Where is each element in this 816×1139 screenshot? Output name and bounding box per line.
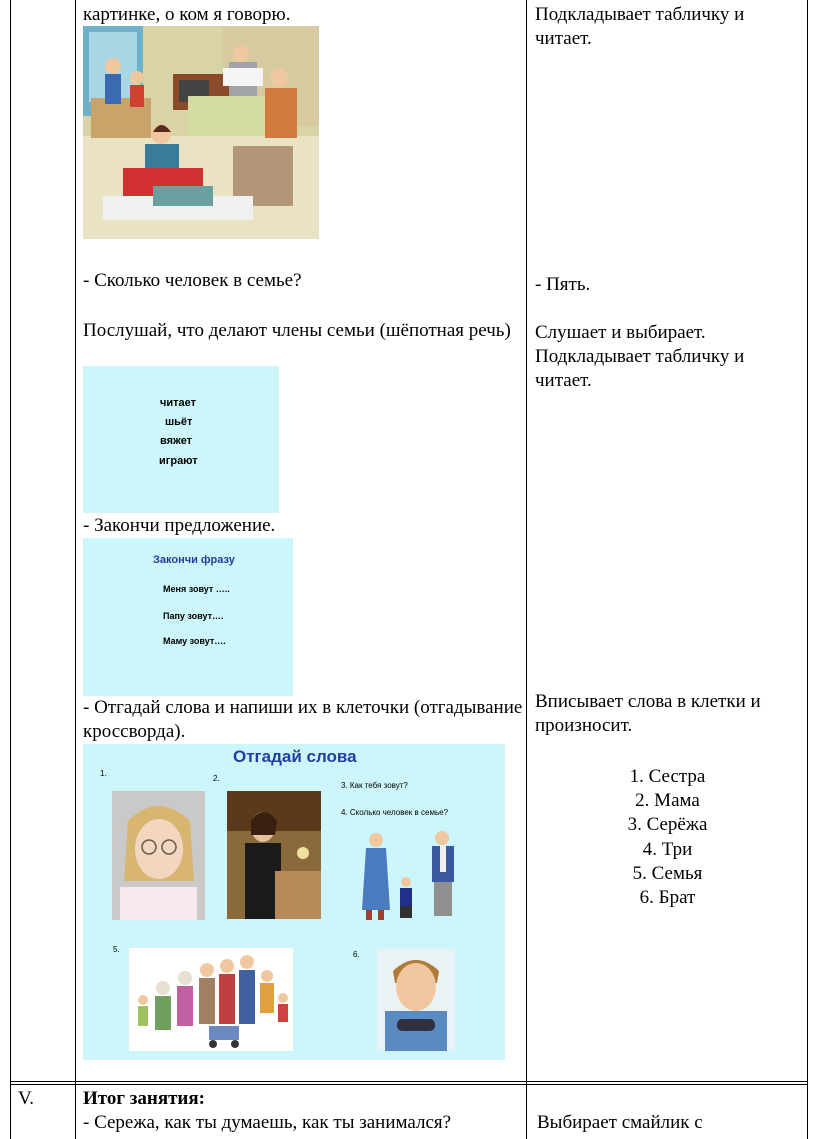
slide-finish-line-3: Маму зовут…. xyxy=(163,636,226,646)
slide-guess-q4: 4. Сколько человек в семье? xyxy=(341,808,449,817)
verb-4: играют xyxy=(159,455,198,467)
response-3: Слушает и выбирает. Подкладывает табличку и читает. xyxy=(535,322,745,391)
row-number: V. xyxy=(18,1088,35,1109)
table-border-right xyxy=(807,0,808,1139)
family-illustration xyxy=(83,26,319,239)
final-response: Выбирает смайлик с xyxy=(537,1112,703,1133)
slide-guess-words xyxy=(83,744,505,1060)
table-col-divider-2 xyxy=(526,0,527,1139)
slide-finish-line-1: Меня зовут ….. xyxy=(163,584,230,594)
verb-2: шьёт xyxy=(165,416,193,428)
final-question: - Сережа, как ты думаешь, как ты занимался? xyxy=(83,1112,452,1133)
slide-finish-line-2: Папу зовут…. xyxy=(163,611,224,621)
verb-3: вяжет xyxy=(160,435,193,447)
intro-text: картинке, о ком я говорю. xyxy=(83,4,291,25)
finish-task: - Закончи предложение. xyxy=(83,515,276,536)
slide-finish-title: Закончи фразу xyxy=(153,554,235,566)
large-family xyxy=(129,948,293,1051)
guess-task: - Отгадай слова и напиши их в клеточки (отгадывание кроссворда). xyxy=(83,697,523,742)
slide-finish-phrase xyxy=(83,538,293,696)
listen-task: Послушай, что делают члены семьи (шёпотная речь) xyxy=(83,320,511,341)
answer-1: 1. Сестра xyxy=(629,766,706,787)
girl-photo xyxy=(112,791,205,920)
table-col-divider-1 xyxy=(75,0,76,1139)
slide-guess-n2: 2. xyxy=(213,774,220,783)
answer-6: 6. Брат xyxy=(639,887,696,908)
slide-guess-title: Отгадай слова xyxy=(233,747,357,766)
slide-guess-q3: 3. Как тебя зовут? xyxy=(341,781,408,790)
final-title: Итог занятия: xyxy=(83,1088,205,1109)
mom-photo xyxy=(227,791,321,919)
question-count: - Сколько человек в семье? xyxy=(83,270,302,291)
slide-verbs xyxy=(83,366,279,513)
table-row-divider-double xyxy=(10,1084,808,1085)
table-border-left xyxy=(10,0,11,1139)
boy-photo xyxy=(377,949,455,1051)
answer-2: 2. Мама xyxy=(635,790,700,811)
answer-3: 3. Серёжа xyxy=(627,814,708,835)
cartoon-family xyxy=(354,830,469,925)
answer-4: 4. Три xyxy=(642,839,693,860)
slide-guess-n6: 6. xyxy=(353,950,360,959)
slide-guess-n1: 1. xyxy=(100,769,107,778)
answer-5: 5. Семья xyxy=(632,863,703,884)
response-4: Вписывает слова в клетки и произносит. xyxy=(535,691,761,736)
table-row-divider xyxy=(10,1081,808,1082)
slide-guess-n5: 5. xyxy=(113,945,120,954)
response-2: - Пять. xyxy=(535,274,591,295)
response-1: Подкладывает табличку и читает. xyxy=(535,4,745,49)
verb-1: читает xyxy=(160,397,197,409)
